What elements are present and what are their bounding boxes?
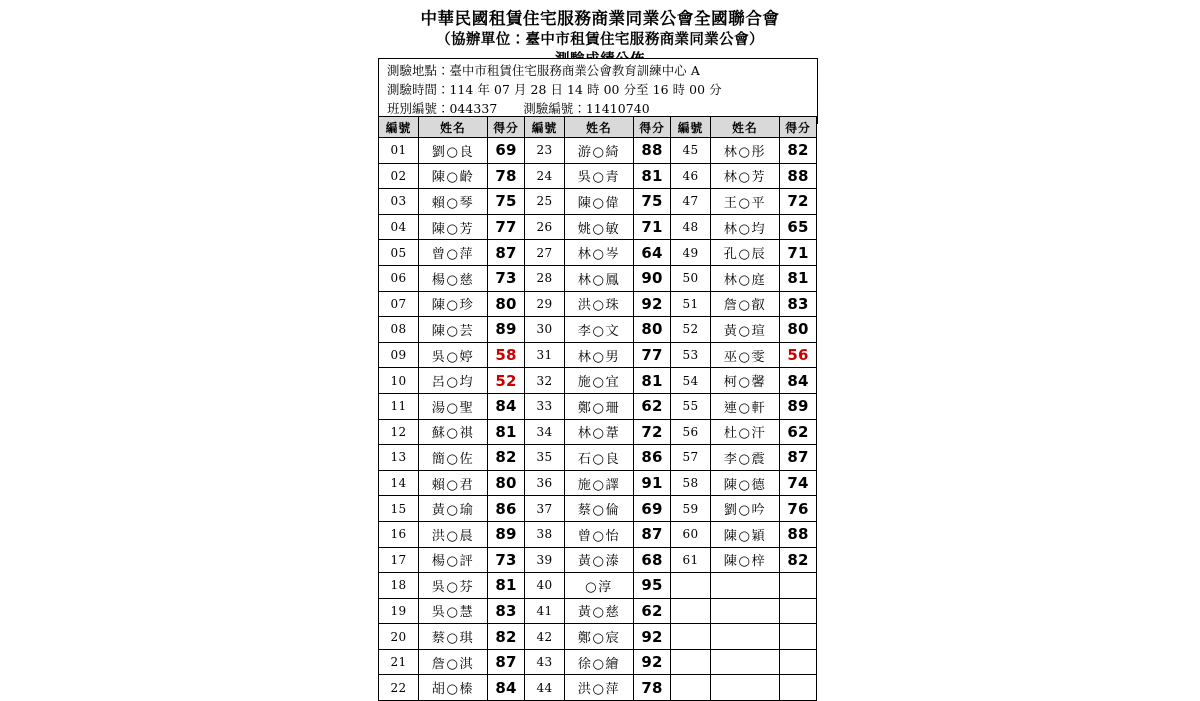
- cell-score: 81: [488, 419, 525, 445]
- cell-candidate-name: 劉○吟: [711, 496, 780, 522]
- cell-seat-number: 45: [671, 138, 711, 164]
- cell-candidate-name: 巫○雯: [711, 342, 780, 368]
- cell-candidate-name: 連○軒: [711, 393, 780, 419]
- cell-seat-number: 37: [525, 496, 565, 522]
- cell-seat-number: 52: [671, 317, 711, 343]
- cell-candidate-name: 林○男: [565, 342, 634, 368]
- cell-candidate-name: 曾○怡: [565, 521, 634, 547]
- cell-seat-number: 04: [379, 214, 419, 240]
- cell-candidate-name: 游○綺: [565, 138, 634, 164]
- cell-score: 52: [488, 368, 525, 394]
- column-header-3: 編號: [525, 117, 565, 138]
- cell-seat-number: 09: [379, 342, 419, 368]
- cell-candidate-name: 鄭○宸: [565, 624, 634, 650]
- cell-score: 90: [634, 265, 671, 291]
- cell-candidate-name: 林○葦: [565, 419, 634, 445]
- cell-candidate-name: 劉○良: [419, 138, 488, 164]
- cell-seat-number: 30: [525, 317, 565, 343]
- cell-score: 69: [634, 496, 671, 522]
- cell-candidate-name: 洪○萍: [565, 675, 634, 701]
- score-table-body: [379, 138, 817, 701]
- cell-score: 89: [488, 521, 525, 547]
- cell-candidate-name: 簡○佐: [419, 445, 488, 471]
- cell-seat-number: 32: [525, 368, 565, 394]
- page-title: 中華民國租賃住宅服務商業同業公會全國聯合會: [420, 9, 780, 28]
- cell-seat-number: 10: [379, 368, 419, 394]
- cell-score: 80: [488, 291, 525, 317]
- cell-score: 68: [634, 547, 671, 573]
- cell-candidate-name: 詹○淇: [419, 649, 488, 675]
- cell-candidate-name: 楊○慈: [419, 265, 488, 291]
- cell-seat-number: 18: [379, 573, 419, 599]
- cell-candidate-name: 施○宜: [565, 368, 634, 394]
- cell-seat-number: [671, 675, 711, 701]
- cell-score: 88: [634, 138, 671, 164]
- cell-seat-number: 47: [671, 189, 711, 215]
- cell-seat-number: 44: [525, 675, 565, 701]
- cell-seat-number: 38: [525, 521, 565, 547]
- cell-candidate-name: 陳○德: [711, 470, 780, 496]
- cell-seat-number: 23: [525, 138, 565, 164]
- cell-seat-number: 16: [379, 521, 419, 547]
- cell-seat-number: 17: [379, 547, 419, 573]
- cell-seat-number: 48: [671, 214, 711, 240]
- cell-candidate-name: 林○芳: [711, 163, 780, 189]
- cell-seat-number: 59: [671, 496, 711, 522]
- cell-seat-number: 35: [525, 445, 565, 471]
- cell-candidate-name: 蔡○倫: [565, 496, 634, 522]
- table-row: [379, 393, 817, 419]
- table-row: [379, 291, 817, 317]
- cell-candidate-name: 陳○珍: [419, 291, 488, 317]
- cell-score: 82: [780, 138, 817, 164]
- table-row: [379, 598, 817, 624]
- cell-candidate-name: 洪○珠: [565, 291, 634, 317]
- exam-time-label: 測驗時間：: [387, 81, 450, 97]
- cell-candidate-name: 洪○晨: [419, 521, 488, 547]
- exam-location-label: 測驗地點：: [387, 63, 450, 78]
- cell-candidate-name: 黃○瑜: [419, 496, 488, 522]
- cell-candidate-name: 吳○慧: [419, 598, 488, 624]
- cell-score: 82: [488, 445, 525, 471]
- cell-seat-number: 49: [671, 240, 711, 266]
- cell-candidate-name: 賴○琴: [419, 189, 488, 215]
- cell-candidate-name: [711, 624, 780, 650]
- cell-score: 72: [634, 419, 671, 445]
- cell-candidate-name: 林○岑: [565, 240, 634, 266]
- cell-seat-number: 01: [379, 138, 419, 164]
- cell-candidate-name: 林○彤: [711, 138, 780, 164]
- cell-candidate-name: 姚○敏: [565, 214, 634, 240]
- cell-score: 71: [780, 240, 817, 266]
- table-row: [379, 547, 817, 573]
- cell-seat-number: 07: [379, 291, 419, 317]
- cell-candidate-name: 王○平: [711, 189, 780, 215]
- cell-score: 86: [488, 496, 525, 522]
- cell-seat-number: 50: [671, 265, 711, 291]
- cell-score: 82: [780, 547, 817, 573]
- cell-candidate-name: 陳○齡: [419, 163, 488, 189]
- cell-candidate-name: 吳○青: [565, 163, 634, 189]
- column-header-4: 姓名: [565, 117, 634, 138]
- table-row: [379, 573, 817, 599]
- cell-candidate-name: 李○文: [565, 317, 634, 343]
- column-header-7: 姓名: [711, 117, 780, 138]
- cell-candidate-name: 吳○芬: [419, 573, 488, 599]
- cell-candidate-name: 呂○均: [419, 368, 488, 394]
- cell-score: 84: [488, 393, 525, 419]
- cell-candidate-name: 李○震: [711, 445, 780, 471]
- column-header-6: 編號: [671, 117, 711, 138]
- cell-seat-number: 31: [525, 342, 565, 368]
- table-row: [379, 368, 817, 394]
- column-header-5: 得分: [634, 117, 671, 138]
- cell-candidate-name: [711, 675, 780, 701]
- cell-candidate-name: 陳○穎: [711, 521, 780, 547]
- table-row: [379, 470, 817, 496]
- cell-score: 92: [634, 649, 671, 675]
- cell-score: 78: [488, 163, 525, 189]
- table-row: [379, 419, 817, 445]
- cell-seat-number: 56: [671, 419, 711, 445]
- cell-candidate-name: ○淳: [565, 573, 634, 599]
- column-header-2: 得分: [488, 117, 525, 138]
- cell-candidate-name: 詹○叡: [711, 291, 780, 317]
- cell-score: 74: [780, 470, 817, 496]
- cell-seat-number: 27: [525, 240, 565, 266]
- cell-candidate-name: 吳○婷: [419, 342, 488, 368]
- cell-seat-number: 26: [525, 214, 565, 240]
- cell-seat-number: 51: [671, 291, 711, 317]
- cell-score: 81: [634, 163, 671, 189]
- cell-seat-number: 19: [379, 598, 419, 624]
- cell-score: 62: [634, 598, 671, 624]
- cell-score: [780, 573, 817, 599]
- cell-score: 84: [780, 368, 817, 394]
- cell-seat-number: 03: [379, 189, 419, 215]
- cell-candidate-name: 徐○繪: [565, 649, 634, 675]
- cell-score: 75: [488, 189, 525, 215]
- cell-candidate-name: 陳○芳: [419, 214, 488, 240]
- cell-score: 89: [780, 393, 817, 419]
- cell-candidate-name: 林○均: [711, 214, 780, 240]
- cell-score: [780, 624, 817, 650]
- cell-seat-number: 58: [671, 470, 711, 496]
- class-code-label: 班別編號：: [387, 100, 450, 116]
- table-row: [379, 240, 817, 266]
- cell-score: 72: [780, 189, 817, 215]
- cell-candidate-name: 黃○溙: [565, 547, 634, 573]
- cell-seat-number: [671, 624, 711, 650]
- cell-seat-number: 12: [379, 419, 419, 445]
- cell-seat-number: 46: [671, 163, 711, 189]
- cell-score: 73: [488, 547, 525, 573]
- cell-candidate-name: 林○庭: [711, 265, 780, 291]
- cell-score: 87: [488, 649, 525, 675]
- cell-seat-number: 33: [525, 393, 565, 419]
- cell-seat-number: 39: [525, 547, 565, 573]
- table-row: [379, 214, 817, 240]
- cell-candidate-name: 陳○偉: [565, 189, 634, 215]
- column-header-1: 姓名: [419, 117, 488, 138]
- cell-candidate-name: 陳○梓: [711, 547, 780, 573]
- cell-seat-number: 25: [525, 189, 565, 215]
- cell-seat-number: [671, 573, 711, 599]
- class-code-value: 044337: [449, 100, 498, 116]
- cell-score: 88: [780, 163, 817, 189]
- page-subtitle: （協辦單位：臺中市租賃住宅服務商業同業公會）: [436, 31, 764, 49]
- cell-candidate-name: 鄭○珊: [565, 393, 634, 419]
- cell-score: 78: [634, 675, 671, 701]
- cell-seat-number: 53: [671, 342, 711, 368]
- cell-seat-number: 57: [671, 445, 711, 471]
- cell-candidate-name: [711, 649, 780, 675]
- cell-seat-number: 28: [525, 265, 565, 291]
- table-row: [379, 496, 817, 522]
- cell-seat-number: 40: [525, 573, 565, 599]
- cell-candidate-name: 陳○芸: [419, 317, 488, 343]
- exam-code-value: 11410740: [585, 100, 650, 116]
- cell-score: 80: [780, 317, 817, 343]
- cell-candidate-name: 黃○慈: [565, 598, 634, 624]
- table-row: [379, 624, 817, 650]
- cell-score: 62: [780, 419, 817, 445]
- exam-info-box: [378, 58, 818, 124]
- cell-score: [780, 598, 817, 624]
- cell-seat-number: 61: [671, 547, 711, 573]
- cell-seat-number: 05: [379, 240, 419, 266]
- cell-score: 83: [780, 291, 817, 317]
- cell-score: 75: [634, 189, 671, 215]
- score-table: [378, 116, 817, 701]
- cell-score: 56: [780, 342, 817, 368]
- cell-seat-number: 22: [379, 675, 419, 701]
- cell-score: 77: [634, 342, 671, 368]
- cell-candidate-name: 蔡○琪: [419, 624, 488, 650]
- cell-seat-number: [671, 649, 711, 675]
- cell-seat-number: 60: [671, 521, 711, 547]
- cell-seat-number: 42: [525, 624, 565, 650]
- cell-seat-number: 13: [379, 445, 419, 471]
- cell-score: 92: [634, 291, 671, 317]
- cell-seat-number: 34: [525, 419, 565, 445]
- cell-score: 88: [780, 521, 817, 547]
- table-row: [379, 265, 817, 291]
- cell-score: 84: [488, 675, 525, 701]
- column-header-8: 得分: [780, 117, 817, 138]
- cell-score: 71: [634, 214, 671, 240]
- cell-seat-number: 24: [525, 163, 565, 189]
- cell-score: 76: [780, 496, 817, 522]
- cell-candidate-name: 林○鳳: [565, 265, 634, 291]
- cell-score: [780, 675, 817, 701]
- cell-candidate-name: 黃○瑄: [711, 317, 780, 343]
- cell-score: 83: [488, 598, 525, 624]
- exam-time-value: 114 年 07 月 28 日 14 時 00 分至 16 時 00 分: [449, 81, 722, 97]
- column-header-0: 編號: [379, 117, 419, 138]
- cell-score: 87: [780, 445, 817, 471]
- cell-score: 77: [488, 214, 525, 240]
- cell-seat-number: 11: [379, 393, 419, 419]
- cell-score: 81: [634, 368, 671, 394]
- cell-seat-number: 54: [671, 368, 711, 394]
- cell-seat-number: 08: [379, 317, 419, 343]
- cell-candidate-name: [711, 573, 780, 599]
- exam-location-value: 臺中市租賃住宅服務商業公會教育訓練中心 A: [449, 63, 700, 78]
- cell-score: 87: [488, 240, 525, 266]
- cell-candidate-name: 施○譯: [565, 470, 634, 496]
- cell-score: 65: [780, 214, 817, 240]
- exam-time-line: [387, 81, 811, 100]
- cell-seat-number: 15: [379, 496, 419, 522]
- cell-score: 91: [634, 470, 671, 496]
- table-row: [379, 317, 817, 343]
- table-row: [379, 138, 817, 164]
- cell-score: 80: [488, 470, 525, 496]
- cell-seat-number: 02: [379, 163, 419, 189]
- cell-score: 64: [634, 240, 671, 266]
- cell-candidate-name: 楊○評: [419, 547, 488, 573]
- cell-seat-number: 41: [525, 598, 565, 624]
- cell-score: 95: [634, 573, 671, 599]
- cell-seat-number: 43: [525, 649, 565, 675]
- cell-candidate-name: 賴○君: [419, 470, 488, 496]
- cell-score: 87: [634, 521, 671, 547]
- cell-seat-number: 21: [379, 649, 419, 675]
- table-row: [379, 163, 817, 189]
- cell-candidate-name: [711, 598, 780, 624]
- cell-score: 86: [634, 445, 671, 471]
- cell-seat-number: 36: [525, 470, 565, 496]
- table-row: [379, 342, 817, 368]
- score-table-header-row: [379, 117, 817, 138]
- cell-score: 81: [488, 573, 525, 599]
- cell-seat-number: 20: [379, 624, 419, 650]
- cell-candidate-name: 柯○馨: [711, 368, 780, 394]
- score-table-head: [379, 117, 817, 138]
- table-row: [379, 189, 817, 215]
- exam-code-label: 測驗編號：: [523, 100, 586, 116]
- cell-seat-number: 55: [671, 393, 711, 419]
- cell-candidate-name: 曾○萍: [419, 240, 488, 266]
- table-row: [379, 675, 817, 701]
- cell-score: [780, 649, 817, 675]
- exam-location-line: [387, 62, 811, 81]
- cell-candidate-name: 石○良: [565, 445, 634, 471]
- cell-score: 73: [488, 265, 525, 291]
- cell-candidate-name: 湯○聖: [419, 393, 488, 419]
- table-row: [379, 445, 817, 471]
- cell-candidate-name: 孔○辰: [711, 240, 780, 266]
- cell-seat-number: 06: [379, 265, 419, 291]
- cell-score: 62: [634, 393, 671, 419]
- cell-score: 82: [488, 624, 525, 650]
- cell-score: 69: [488, 138, 525, 164]
- cell-seat-number: 14: [379, 470, 419, 496]
- cell-candidate-name: 蘇○祺: [419, 419, 488, 445]
- cell-score: 92: [634, 624, 671, 650]
- cell-seat-number: [671, 598, 711, 624]
- cell-score: 58: [488, 342, 525, 368]
- cell-seat-number: 29: [525, 291, 565, 317]
- table-row: [379, 521, 817, 547]
- cell-candidate-name: 胡○榛: [419, 675, 488, 701]
- table-row: [379, 649, 817, 675]
- cell-candidate-name: 杜○汗: [711, 419, 780, 445]
- cell-score: 89: [488, 317, 525, 343]
- cell-score: 80: [634, 317, 671, 343]
- cell-score: 81: [780, 265, 817, 291]
